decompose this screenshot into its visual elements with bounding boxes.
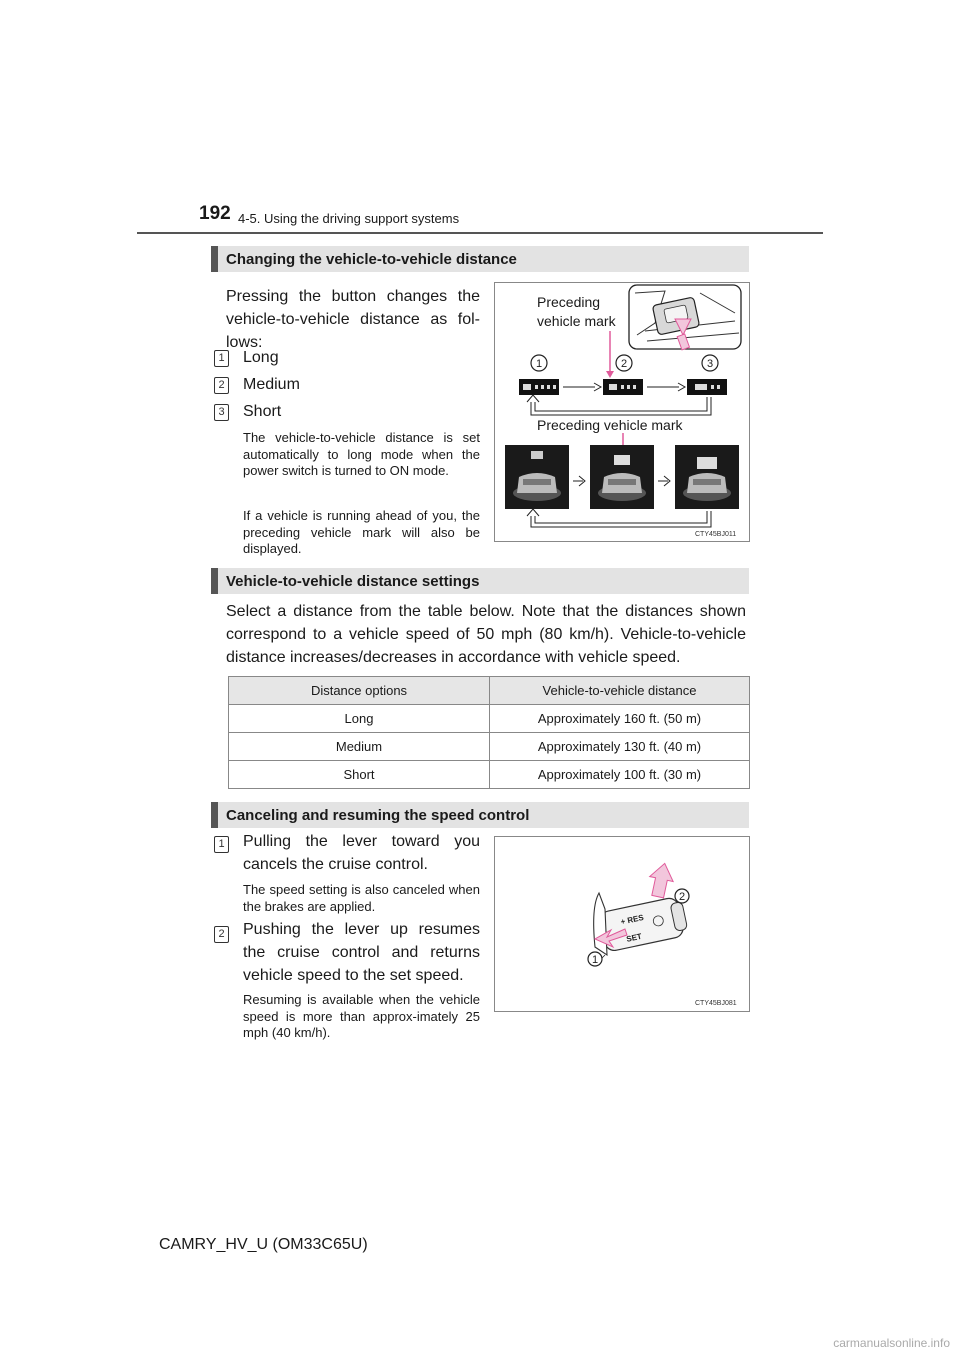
step-number-3: 3 (214, 404, 229, 421)
callout-1: 1 (591, 954, 599, 966)
preceding-vehicle-label-mid: Preceding vehicle mark (537, 417, 683, 433)
section-heading-text: Changing the vehicle-to-vehicle distance (226, 251, 517, 268)
header-rule (137, 232, 823, 234)
table-cell: Short (229, 761, 490, 789)
cancel-note: The speed setting is also canceled when the brakes are applied. (243, 882, 480, 914)
table-cell: Approximately 100 ft. (30 m) (490, 761, 750, 789)
section-heading-text: Vehicle-to-vehicle distance settings (226, 573, 480, 590)
settings-intro: Select a distance from the table below. Note that the distances shown correspond to a vehicle speed of 50 mph (80 km/h). Vehicle-to-vehicle distance increases/decreases in accordance with vehicle speed. (226, 603, 746, 666)
car-panel-long (505, 445, 569, 509)
distance-button-inset (629, 285, 741, 350)
car-panel-short (675, 445, 739, 509)
table-header-row (229, 677, 750, 705)
table-cell: Medium (229, 733, 490, 761)
step-number-2: 2 (214, 377, 229, 394)
table-row (229, 761, 750, 789)
model-footer: CAMRY_HV_U (OM33C65U) (159, 1236, 368, 1253)
table-cell: Long (229, 705, 490, 733)
resume-instruction: Pushing the lever up resumes the cruise control and returns vehicle speed to the set speed. (243, 921, 480, 984)
distance-display-figure (494, 282, 750, 542)
cruise-lever-illustration (495, 837, 749, 1011)
callout-3: 3 (706, 358, 714, 370)
watermark: carmanualsonline.info (833, 1336, 950, 1350)
section-heading-text: Canceling and resuming the speed control (226, 807, 530, 824)
distance-table (228, 676, 750, 789)
section-header: 4-5. Using the driving support systems (238, 211, 460, 226)
intro-text: Pressing the button changes the vehicle-to-vehicle distance as fol-lows: (226, 288, 480, 351)
table-cell: Approximately 130 ft. (40 m) (490, 733, 750, 761)
callout-2: 2 (678, 891, 686, 903)
figure-code: CTY45BJ081 (695, 1000, 737, 1007)
step-number-1: 1 (214, 836, 229, 853)
column-header: Vehicle-to-vehicle distance (490, 677, 750, 705)
option-long: Long (243, 349, 279, 366)
note-preceding-vehicle: If a vehicle is running ahead of you, the preceding vehicle mark will also be displayed. (243, 508, 480, 556)
option-short: Short (243, 403, 282, 420)
step-number-1: 1 (214, 350, 229, 367)
preceding-vehicle-label-top: Preceding vehicle mark (537, 293, 627, 331)
table-row (229, 733, 750, 761)
step-number-2: 2 (214, 926, 229, 943)
section-heading-distance (211, 246, 749, 272)
page-number: 192 (199, 203, 231, 224)
note-default-mode: The vehicle-to-vehicle distance is set automatically to long mode when the power switch is turned to ON mode. (243, 430, 480, 478)
section-heading-cancel-resume (211, 802, 749, 828)
lever-res-label: + RES (619, 912, 645, 927)
column-header: Distance options (229, 677, 490, 705)
table-row (229, 705, 750, 733)
car-panel-medium (590, 445, 654, 509)
cancel-instruction: Pulling the lever toward you cancels the cruise control. (243, 833, 480, 873)
callout-2: 2 (620, 358, 628, 370)
option-medium: Medium (243, 376, 300, 393)
section-heading-settings (211, 568, 749, 594)
figure-code: CTY45BJ011 (695, 531, 737, 538)
table-cell: Approximately 160 ft. (50 m) (490, 705, 750, 733)
lever-set-label: SET (625, 931, 643, 944)
callout-1: 1 (535, 358, 543, 370)
resume-note: Resuming is available when the vehicle speed is more than approx-imately 25 mph (40 km/h). (243, 992, 480, 1040)
cruise-lever-figure (494, 836, 750, 1012)
